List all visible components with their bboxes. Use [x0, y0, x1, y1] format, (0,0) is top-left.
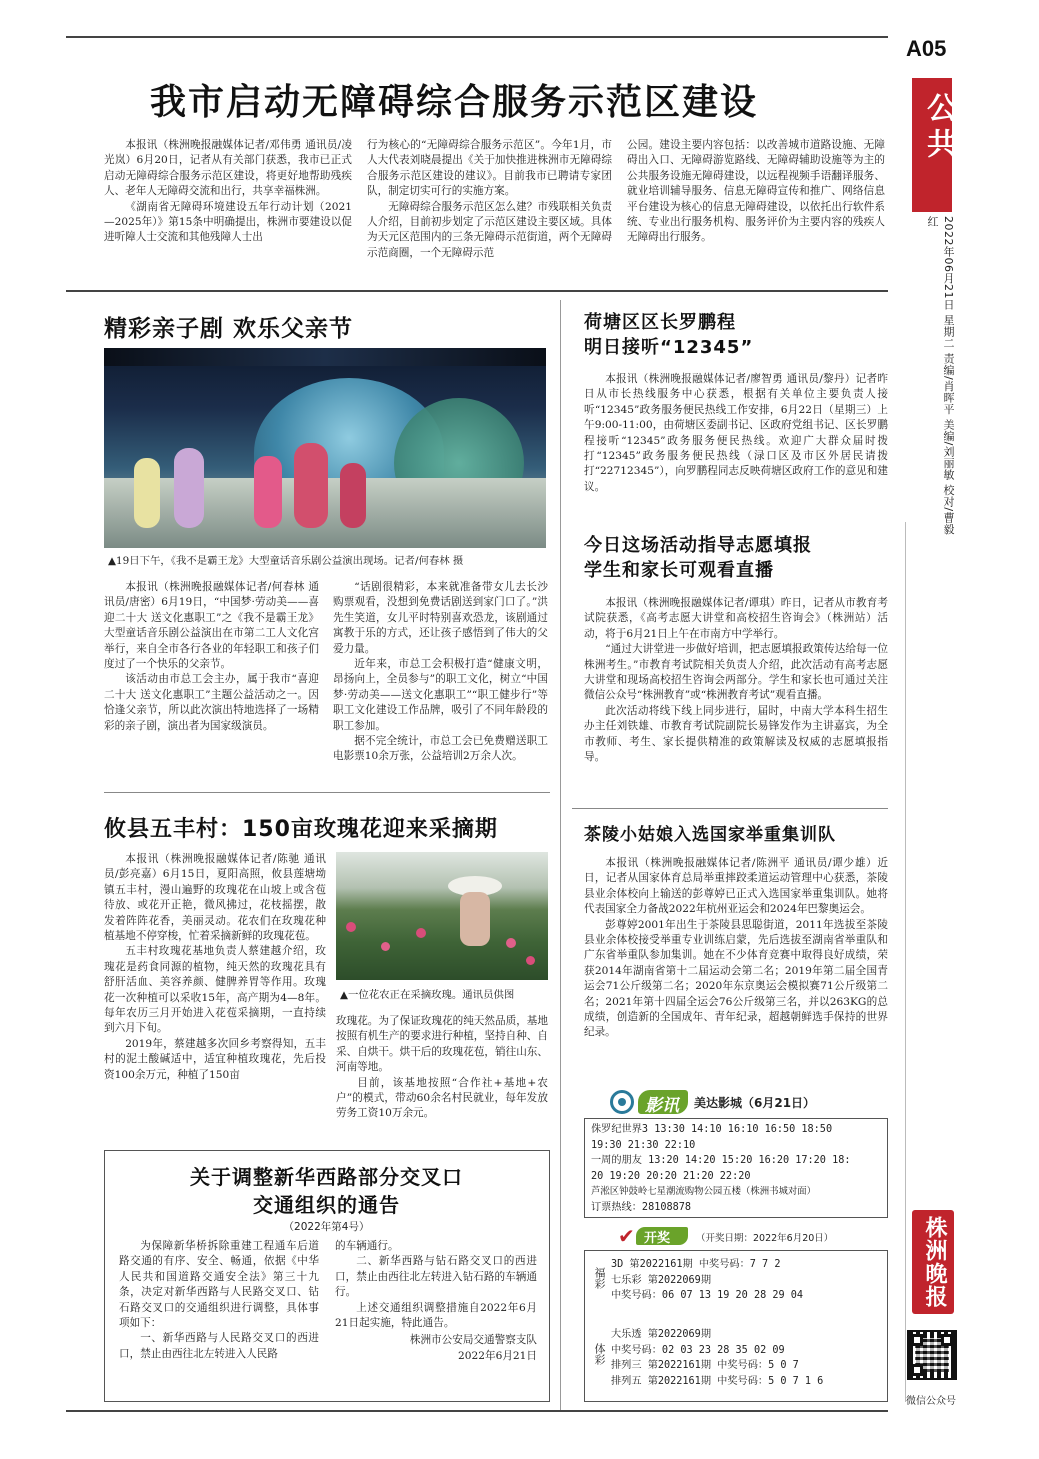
paragraph: 的车辆通行。 — [335, 1240, 399, 1252]
sports-lottery-label: 体彩 — [593, 1343, 606, 1365]
lottery-badge-text: 开奖 — [644, 1231, 671, 1246]
sidebar-rule — [905, 522, 906, 1402]
paper-logo-text: 株洲晚报 — [922, 1216, 948, 1308]
article4-body — [584, 596, 888, 765]
section-label: 公共 — [921, 92, 956, 164]
paragraph: 本报讯（株洲晚报融媒体记者/谭琪）昨日，记者从市教育考试院获悉，《高考志愿大讲堂和高校招生咨询会》（株洲站）活动，将于6月21日上午在市南方中学举行。 — [584, 597, 888, 640]
notice-subtitle: （2022年第4号） — [283, 1221, 370, 1233]
bottom-rule — [66, 1410, 888, 1412]
showtime-line: 20 19:20 20:20 21:20 22:20 — [591, 1170, 751, 1182]
paragraph: 《湖南省无障碍环境建设五年行动计划（2021—2025年）》第15条中明确提出，株洲市要建设以促进听障人士交流和其他残障人士出 — [104, 200, 352, 244]
result-line: 3D 第2022161期 中奖号码：7 7 2 — [611, 1259, 781, 1270]
result-line: 大乐透 第2022069期 — [611, 1329, 712, 1340]
notice-signer: 株洲市公安局交通警察支队 — [409, 1334, 537, 1347]
stage-photo-caption: ▲19日下午，《我不是霸王龙》大型童话音乐剧公益演出现场。记者/何春林 摄 — [108, 555, 464, 567]
stage-photo — [104, 348, 546, 548]
result-line: 中奖号码：06 07 13 19 20 28 29 04 — [611, 1290, 804, 1301]
showtime-line: 19:30 21:30 22:10 — [591, 1139, 696, 1151]
welfare-lottery-label: 福彩 — [593, 1267, 606, 1289]
notice-title-line2: 交通组织的通告 — [253, 1193, 400, 1217]
article2-col1 — [104, 580, 319, 734]
date-line: 2022年06月21日 星期二 责编/肖晖平 美编/刘丽敏 校对/曹毅红 — [926, 216, 955, 535]
paragraph: 二、新华西路与钻石路交叉口的西进口，禁止由西往北左转进入钻石路的车辆通行。 — [335, 1255, 537, 1299]
section-tag — [912, 78, 956, 212]
article1-col3 — [627, 138, 885, 246]
lottery-header — [584, 1224, 888, 1248]
article6-body — [584, 856, 888, 1041]
article4-title-line2: 学生和家长可观看直播 — [584, 560, 774, 581]
paragraph: 本报讯（株洲晚报融媒体记者/陈驰 通讯员/彭亮嘉）6月15日，夏阳高照，攸县莲塘坳镇五丰村，漫山遍野的玫瑰花在山坡上或含苞待放、或花开正艳，微风拂过，花枝摇摆，散发着阵阵花香，美丽灵动。花农们在玫瑰花种植基地不停穿梭，忙着采摘新鲜的玫瑰花苞。 — [104, 853, 326, 943]
article6-title: 茶陵小姑娘入选国家举重集训队 — [584, 825, 836, 845]
welfare-lottery-results — [611, 1257, 803, 1304]
vertical-divider — [560, 300, 561, 1410]
paragraph: 五丰村玫瑰花基地负责人蔡建越介绍，玫瑰花是药食同源的植物，纯天然的玫瑰花具有舒肝活血、美容养颜、健脾养胃等作用。玫瑰花一次种植可以采收15年，高产期为4—8年。每年农历三月开始进入花苞采摘期，一直持续到六月下旬。 — [104, 945, 326, 1035]
paragraph: 据不完全统计，市总工会已免费赠送职工电影票10余万张，公益培训2万余人次。 — [333, 735, 548, 763]
sports-lottery-results — [611, 1327, 823, 1389]
paper-logo — [912, 1210, 954, 1314]
paragraph: 此次活动将线下线上同步进行，届时，中南大学本科生招生办主任刘铁雄、市教育考试院副院长易锋发作为主讲嘉宾，为全市教师、考生、家长提供精准的政策解读及权威的志愿填报指导。 — [584, 704, 888, 764]
paragraph: 公园。建设主要内容包括：以改善城市道路设施、无障碍出入口、无障碍游览路线、无障碍辅助设施等为主的公共服务设施无障碍建设，以远程视频手语翻译服务、就业培训辅导服务、信息无障碍宣传和推广、网络信息平台建设为核心的信息无障碍建设，以依托出行软件系统、专业出行服务机构、服务评价为主要内容的残疾人无障碍出行服务。 — [627, 139, 885, 244]
paragraph: 本报讯（株洲晚报融媒体记者/陈洲平 通讯员/谭少雄）近日，记者从国家体育总局举重摔跤柔道运动管理中心获悉，茶陵县业余体校向上输送的彭尊婷已正式入选国家举重集训队。她将代表国家全力备战2022年杭州亚运会和2024年巴黎奥运会。 — [584, 857, 888, 916]
paragraph: 为保障新华桥拆除重建工程通车后道路交通的有序、安全、畅通，依据《中华人民共和国道路交通安全法》第三十九条，决定对新华西路与人民路交叉口、钻石路交叉口的交通组织进行调整，具体事项如下： — [119, 1240, 319, 1330]
divider — [66, 290, 888, 292]
cinema-badge-text: 影讯 — [645, 1096, 679, 1116]
paragraph: 该活动由市总工会主办，属于我市“喜迎二十大 送文化惠职工”主题公益活动之一。因恰逢父亲节，所以此次演出特地选择了一场精彩的亲子剧，演出者为国家级演员。 — [104, 673, 319, 732]
result-line: 排列三 第2022161期 中奖号码：5 0 7 — [611, 1360, 799, 1371]
film-reel-icon — [610, 1090, 634, 1114]
showtime-line: 一周的朋友 13:20 14:20 15:20 16:20 17:20 18: — [591, 1155, 851, 1166]
article5-col2 — [336, 1014, 548, 1122]
rose-farm-photo — [336, 852, 548, 980]
cinema-header — [584, 1088, 888, 1118]
paragraph: 本报讯（株洲晚报融媒体记者/廖智勇 通讯员/黎丹）记者昨日从市长热线服务中心获悉，根据有关单位主要负责人接听“12345”政务服务便民热线工作安排，6月22日（星期三）上午9:00-11:00，由荷塘区委副书记、区政府党组书记、区长罗鹏程接听“12345”政务服务便民热线。欢迎广大群众届时拨打“12345”政务服务便民热线（渌口区及市区外居民请拨打“22712345”），向罗鹏程同志反映荷塘区政府工作的意见和建议。 — [584, 373, 888, 493]
article5-title: 攸县五丰村：150亩玫瑰花迎来采摘期 — [104, 817, 498, 842]
paragraph: 目前，该基地按照“合作社+基地+农户”的模式，带动60余名村民就业，每年发放劳务工资10万余元。 — [336, 1076, 548, 1120]
page-number: A05 — [906, 36, 947, 61]
lottery-results-box — [584, 1250, 888, 1402]
notice-title-line1: 关于调整新华西路部分交叉口 — [190, 1165, 463, 1189]
paragraph: 无障碍综合服务示范区怎么建？市残联相关负责人介绍，目前初步划定了示范区建设主要区域。具体为天元区范围内的三条无障碍示范街道，两个无障碍示范商圈，一个无障碍示范 — [367, 200, 612, 259]
article1-col1 — [104, 138, 352, 246]
qr-code-image — [907, 1330, 957, 1380]
qr-caption: 微信公众号 — [906, 1396, 956, 1407]
check-icon: ✔ — [618, 1224, 635, 1248]
paragraph: “话剧很精彩，本来就准备带女儿去长沙购票观看，没想到免费话剧送到家门口了。”洪先生笑道，女儿平时特别喜欢恐龙，该剧通过寓教于乐的方式，还让孩子感悟到了伟大的父爱力量。 — [333, 581, 548, 655]
divider — [104, 792, 550, 793]
top-rule — [66, 36, 888, 38]
result-line: 排列五 第2022161期 中奖号码：5 0 7 1 6 — [611, 1375, 824, 1387]
article4-title-line1: 今日这场活动指导志愿填报 — [584, 535, 812, 556]
paragraph: 一、新华西路与人民路交叉口的西进口，禁止由西往北左转进入人民路 — [119, 1332, 319, 1360]
paragraph: 近年来，市总工会积极打造“健康文明，昂扬向上，全员参与”的职工文化，树立“中国梦·劳动美——送文化惠职工”“职工健步行”等职工文化建设工作品牌，吸引了不同年龄段的职工参加。 — [333, 658, 548, 732]
cinema-schedule-box — [584, 1118, 888, 1218]
traffic-notice-box — [104, 1150, 550, 1402]
notice-date: 2022年6月21日 — [458, 1349, 537, 1362]
paragraph: “通过大讲堂进一步做好培训，把志愿填报政策传达给每一位株洲考生。”市教育考试院相关负责人介绍，此次活动有高考志愿大讲堂和现场高校招生咨询会两部分。学生和家长也可通过关注微信公众号“株洲教育”或“株洲教育考试”观看直播。 — [584, 643, 888, 702]
cinema-badge — [638, 1090, 688, 1114]
paragraph: 本报讯（株洲晚报融媒体记者/邓伟勇 通讯员/凌光岚）6月20日，记者从有关部门获悉，我市已正式启动无障碍综合服务示范区建设，将更好地帮助残疾人、老年人无障碍交流和出行，共享幸福株洲。 — [104, 139, 352, 198]
article2-title: 精彩亲子剧 欢乐父亲节 — [104, 316, 354, 342]
article5-col1 — [104, 852, 326, 1083]
article3-body — [584, 372, 888, 495]
cinema-name: 美达影城（6月21日） — [694, 1096, 816, 1110]
article1-col2 — [367, 138, 612, 261]
paragraph: 玫瑰花。为了保证玫瑰花的纯天然品质，基地按照有机生产的要求进行种植，坚持自种、自采、自烘干。烘干后的玫瑰花苞，销往山东、河南等地。 — [336, 1015, 548, 1074]
paragraph: 2019年，蔡建越多次回乡考察得知，五丰村的泥土酸碱适中，适宜种植玫瑰花，先后投资100余万元，种植了150亩 — [104, 1037, 326, 1081]
lottery-badge — [636, 1227, 688, 1245]
article3-title-line1: 荷塘区区长罗鹏程 — [584, 312, 736, 333]
divider — [572, 808, 888, 809]
showtime-line: 侏罗纪世界3 13:30 14:10 16:10 16:50 18:50 — [591, 1124, 833, 1135]
cinema-address: 芦淞区钟鼓岭七星潮流购物公园五楼（株洲书城对面） — [591, 1186, 817, 1197]
result-line: 中奖号码：02 03 23 28 35 02 09 — [611, 1344, 785, 1356]
article3-title-line2: 明日接听“12345” — [584, 337, 754, 358]
article1-title: 我市启动无障碍综合服务示范区建设 — [150, 82, 759, 123]
paragraph: 彭尊婷2001年出生于茶陵县思聪街道，2011年选拔至茶陵县业余体校接受举重专业训练启蒙，先后选拔至湖南省举重队和广东省举重队参加集训。她在不少体育竞赛中取得良好成绩，荣获2014年湖南省第十二届运动会第二名；2019年第二届全国青运会71公斤级第二名；2020年东京奥运会模拟赛71公斤级第二名；2021年第十四届全运会76公斤级第三名，并以263KG的总成绩，创造新的全国成年、青年纪录，超越朝鲜选手保持的世界纪录。 — [584, 918, 888, 1039]
article2-col2 — [333, 580, 548, 765]
lottery-date: （开奖日期：2022年6月20日） — [696, 1233, 834, 1244]
paragraph: 上述交通组织调整措施自2022年6月21日起实施，特此通告。 — [335, 1301, 537, 1330]
notice-col2 — [335, 1239, 537, 1364]
notice-col1 — [119, 1239, 319, 1362]
paragraph: 本报讯（株洲晚报融媒体记者/何春林 通讯员/唐密）6月19日，“中国梦·劳动美——喜迎二十大 送文化惠职工”之《我不是霸王龙》大型童话音乐剧公益演出在市第二工人文化宫举行，来自全市各行各业的年轻职工和孩子们度过了一个快乐的父亲节。 — [104, 581, 319, 671]
result-line: 七乐彩 第2022069期 — [611, 1274, 712, 1286]
rose-farm-photo-caption: ▲一位花农正在采摘玫瑰。通讯员供图 — [340, 989, 515, 1001]
cinema-phone: 订票热线：28108878 — [591, 1201, 692, 1213]
paragraph: 行为核心的“无障碍综合服务示范区”。今年1月，市人大代表刘晓晨提出《关于加快推进株洲市无障碍综合服务示范区建设的建议》。目前我市已聘请专家团队，制定切实可行的实施方案。 — [367, 139, 612, 198]
cinema-schedule — [591, 1122, 850, 1215]
